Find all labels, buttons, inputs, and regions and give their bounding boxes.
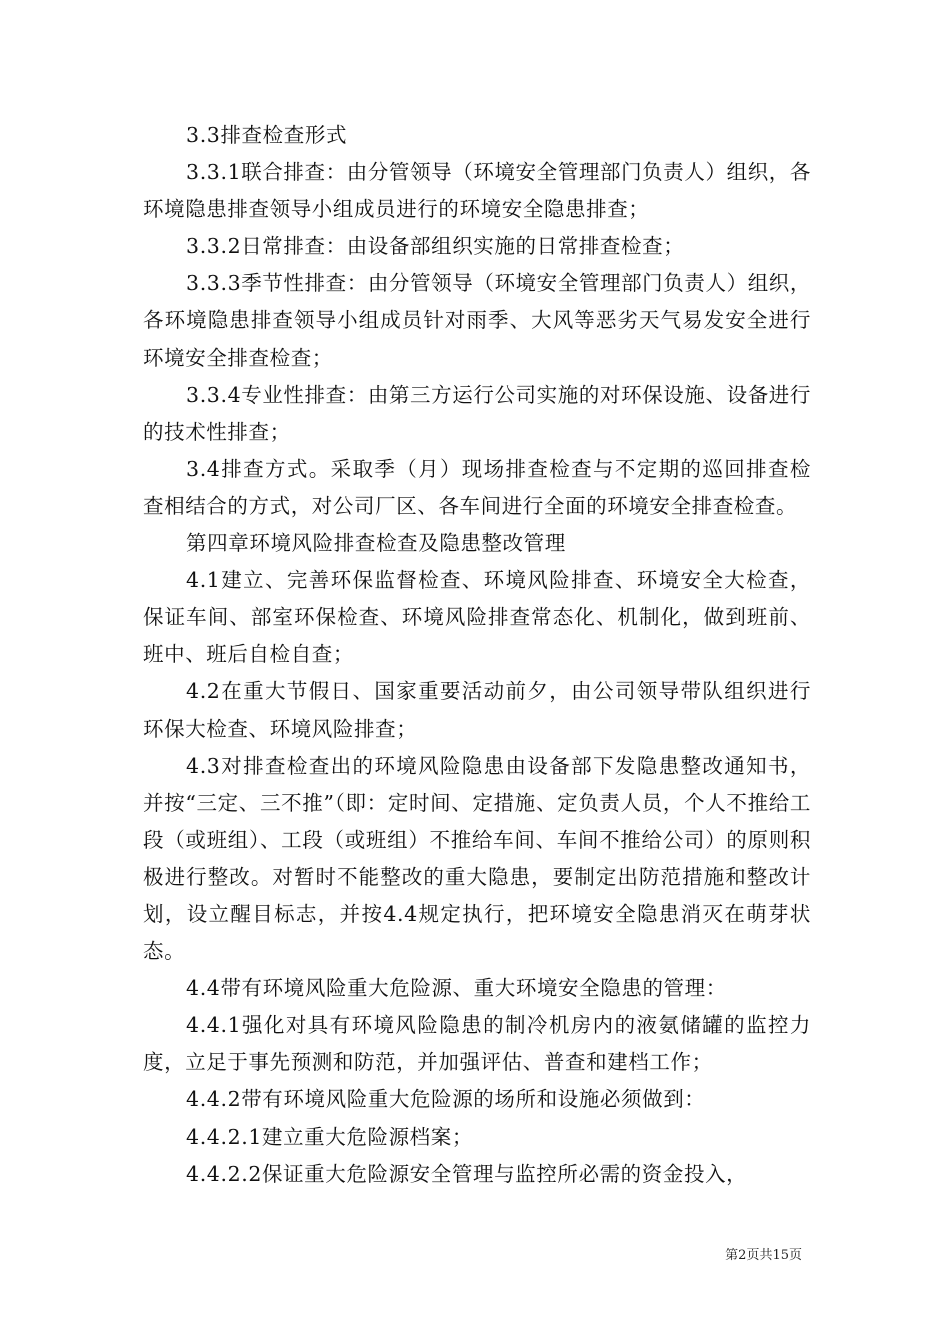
paragraph-4-4-2: 4.4.2带有环境风险重大危险源的场所和设施必须做到：	[186, 1087, 706, 1112]
paragraph-3-3-4: 3.3.4专业性排查：由第三方运行公司实施的对环保设施、设备进行的技术性排查；	[143, 382, 811, 444]
paragraph-3-3-1: 3.3.1联合排查：由分管领导（环境安全管理部门负责人）组织，各环境隐患排查领导小组成员进行的环境安全隐患排查；	[143, 160, 811, 222]
page-footer	[725, 1248, 802, 1264]
paragraph-4-2: 4.2在重大节假日、国家重要活动前夕，由公司领导带队组织进行环保大检查、环境风险排查；	[143, 679, 811, 741]
paragraph-4-4-2-1: 4.4.2.1建立重大危险源档案；	[186, 1124, 473, 1149]
paragraph-4-4: 4.4带有环境风险重大危险源、重大环境安全隐患的管理：	[186, 976, 727, 1001]
paragraph-4-3: 4.3对排查检查出的环境风险隐患由设备部下发隐患整改通知书，并按“三定、三不推”（即：定时间、定措施、定负责人员，个人不推给工段（或班组）、工段（或班组）不推给车间、车间不推给公司）的原则积极进行整改。对暂时不能整改的重大隐患，要制定出防范措施和整改计划，设立醒目标志，并按4.4规定执行，把环境安全隐患消灭在萌芽状态。	[143, 753, 811, 964]
page-number-label: 第2页共15页	[725, 1248, 802, 1263]
paragraph-3-3-3: 3.3.3季节性排查：由分管领导（环境安全管理部门负责人）组织，各环境隐患排查领导小组成员针对雨季、大风等恶劣天气易发安全进行环境安全排查检查；	[143, 271, 811, 370]
body-text	[143, 117, 811, 1193]
paragraph-4-4-2-2: 4.4.2.2保证重大危险源安全管理与监控所必需的资金投入，	[186, 1161, 748, 1186]
paragraph-4-1: 4.1建立、完善环保监督检查、环境风险排查、环境安全大检查，保证车间、部室环保检查、环境风险排查常态化、机制化，做到班前、班中、班后自检自查；	[143, 568, 811, 667]
chapter-4-heading: 第四章环境风险排查检查及隐患整改管理	[186, 531, 566, 556]
paragraph-3-4: 3.4排查方式。采取季（月）现场排查检查与不定期的巡回排查检查相结合的方式，对公司厂区、各车间进行全面的环境安全排查检查。	[143, 456, 811, 518]
paragraph-3-3-2: 3.3.2日常排查：由设备部组织实施的日常排查检查；	[186, 234, 685, 259]
paragraph-4-4-1: 4.4.1强化对具有环境风险隐患的制冷机房内的液氨储罐的监控力度，立足于事先预测和防范，并加强评估、普查和建档工作；	[143, 1013, 811, 1075]
paragraph-3-3: 3.3排查检查形式	[186, 123, 348, 147]
